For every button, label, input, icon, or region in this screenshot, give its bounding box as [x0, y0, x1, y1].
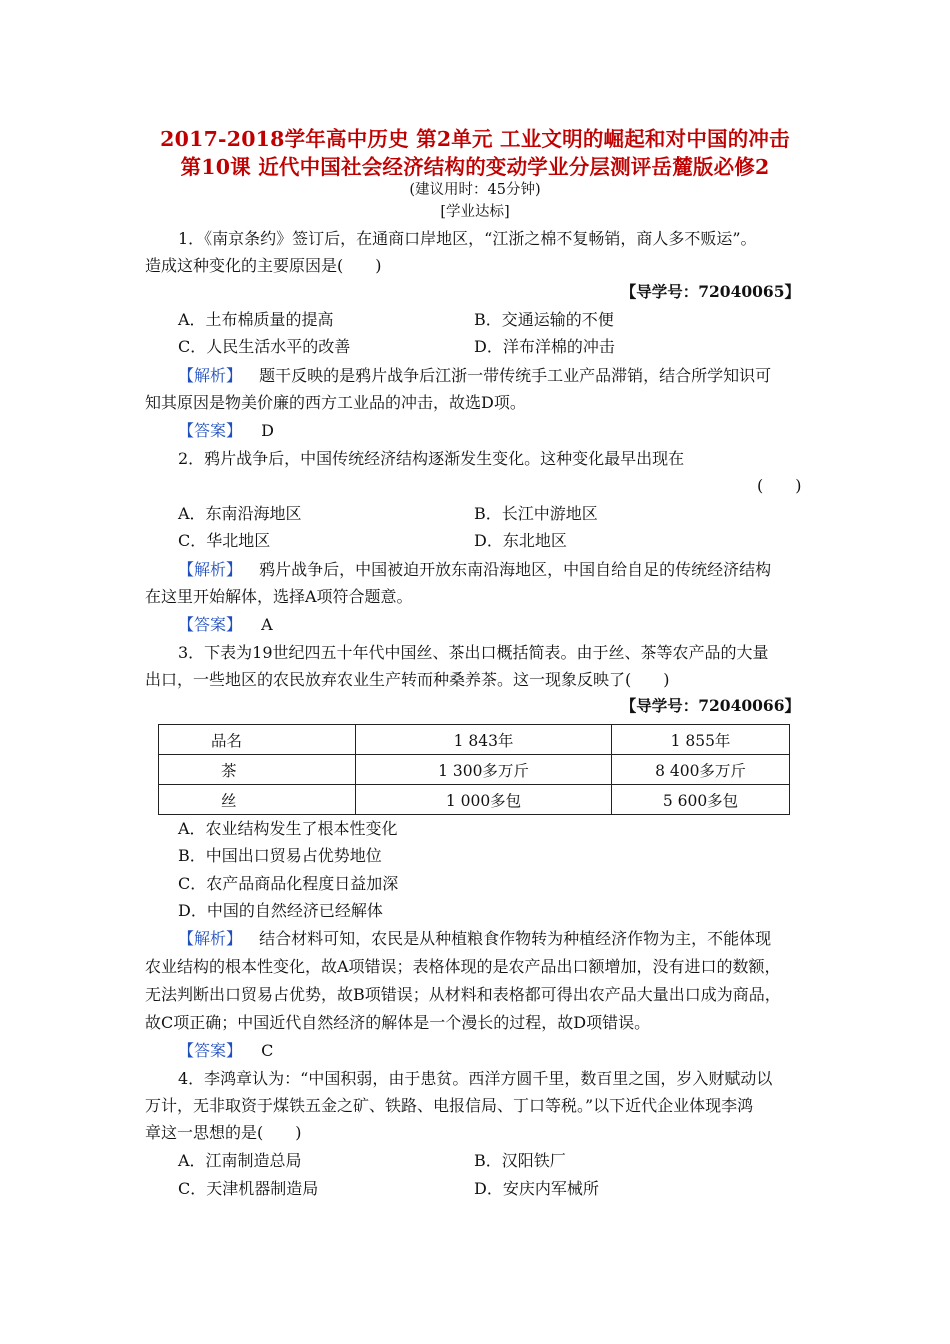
table-header-row — [159, 725, 790, 755]
q3-option-d: D．中国的自然经济已经解体 — [178, 901, 383, 920]
q1-answer: D — [261, 421, 274, 440]
table-cell: 茶 — [159, 755, 356, 785]
q1-analysis-line-2: 知其原因是物美价廉的西方工业品的冲击，故选D项。 — [145, 393, 526, 412]
analysis-label: 【解析】 — [178, 560, 243, 579]
q1-stem-line-2: 造成这种变化的主要原因是( ) — [145, 256, 382, 275]
q2-analysis-text: 鸦片战争后，中国被迫开放东南沿海地区，中国自给自足的传统经济结构 — [259, 560, 772, 579]
q1-option-c: C．人民生活水平的改善 — [178, 337, 351, 356]
q4-stem-line-1: 4．李鸿章认为：“中国积弱，由于患贫。西洋方圆千里，数百里之国，岁入财赋动以 — [178, 1069, 773, 1088]
q4-option-c: C．天津机器制造局 — [178, 1179, 319, 1198]
q2-stem-line-1: 2．鸦片战争后，中国传统经济结构逐渐发生变化。这种变化最早出现在 — [178, 449, 685, 468]
doc-title-line-1: 2017-2018学年高中历史 第2单元 工业文明的崛起和对中国的冲击 — [160, 127, 790, 151]
q2-option-c: C．华北地区 — [178, 531, 271, 550]
q3-analysis-line-3: 无法判断出口贸易占优势，故B项错误；从材料和表格都可得出农产品大量出口成为商品， — [145, 985, 781, 1004]
table-row — [159, 755, 790, 785]
q4-option-b: B．汉阳铁厂 — [474, 1151, 566, 1170]
q3-analysis-line-4: 故C项正确；中国近代自然经济的解体是一个漫长的过程，故D项错误。 — [145, 1013, 651, 1032]
q1-guide-number: 【导学号：72040065】 — [620, 282, 800, 301]
q2-answer: A — [261, 615, 273, 634]
table-cell: 1 300多万斤 — [356, 755, 612, 785]
table-row — [159, 785, 790, 815]
q1-stem-line-1: 1．《南京条约》签订后，在通商口岸地区，“江浙之棉不复畅销，商人多不贩运”。 — [178, 229, 757, 248]
doc-title-line-2: 第10课 近代中国社会经济结构的变动学业分层测评岳麓版必修2 — [180, 155, 770, 179]
q3-analysis-line-1 — [178, 926, 771, 949]
analysis-label: 【解析】 — [178, 929, 243, 948]
q3-answer: C — [261, 1041, 274, 1060]
q2-answer-line — [178, 612, 273, 635]
analysis-label: 【解析】 — [178, 366, 243, 385]
export-table — [158, 724, 790, 815]
table-cell: 8 400多万斤 — [612, 755, 790, 785]
q3-option-c: C．农产品商品化程度日益加深 — [178, 874, 399, 893]
q3-analysis-line-2: 农业结构的根本性变化，故A项错误；表格体现的是农产品出口额增加，没有进口的数额， — [145, 957, 781, 976]
q3-stem-line-2: 出口，一些地区的农民放弃农业生产转而种桑养茶。这一现象反映了( ) — [145, 670, 670, 689]
table-header-cell: 1 855年 — [612, 725, 790, 755]
q2-analysis-line-1 — [178, 557, 771, 580]
q3-option-b: B．中国出口贸易占优势地位 — [178, 846, 382, 865]
q3-guide-number: 【导学号：72040066】 — [620, 696, 800, 715]
q1-analysis-line-1 — [178, 363, 771, 386]
q2-analysis-line-2: 在这里开始解体，选择A项符合题意。 — [145, 587, 413, 606]
table-cell: 丝 — [159, 785, 356, 815]
q1-option-b: B．交通运输的不便 — [474, 310, 614, 329]
q4-stem-line-3: 章这一思想的是( ) — [145, 1123, 302, 1142]
q3-answer-line — [178, 1038, 273, 1061]
q2-option-a: A．东南沿海地区 — [178, 504, 302, 523]
q2-option-d: D．东北地区 — [474, 531, 567, 550]
q3-analysis-text: 结合材料可知，农民是从种植粮食作物转为种植经济作物为主，不能体现 — [259, 929, 772, 948]
q3-option-a: A．农业结构发生了根本性变化 — [178, 819, 398, 838]
q4-option-a: A．江南制造总局 — [178, 1151, 302, 1170]
answer-label: 【答案】 — [178, 615, 243, 634]
q3-stem-line-1: 3．下表为19世纪四五十年代中国丝、茶出口概括简表。由于丝、茶等农产品的大量 — [178, 643, 769, 662]
q1-option-d: D．洋布洋棉的冲击 — [474, 337, 615, 356]
q2-option-b: B．长江中游地区 — [474, 504, 598, 523]
q4-option-d: D．安庆内军械所 — [474, 1179, 599, 1198]
q1-answer-line — [178, 418, 274, 441]
suggested-time: (建议用时：45分钟) — [409, 182, 541, 198]
answer-label: 【答案】 — [178, 421, 243, 440]
answer-label: 【答案】 — [178, 1041, 243, 1060]
q1-option-a: A．土布棉质量的提高 — [178, 310, 334, 329]
table-header-cell: 品名 — [159, 725, 356, 755]
q4-stem-line-2: 万计，无非取资于煤铁五金之矿、铁路、电报信局、丁口等税。”以下近代企业体现李鸿 — [145, 1096, 754, 1115]
table-header-cell: 1 843年 — [356, 725, 612, 755]
section-heading: [学业达标] — [440, 204, 510, 220]
q2-answer-parentheses: ( ) — [757, 476, 802, 495]
table-cell: 1 000多包 — [356, 785, 612, 815]
table-cell: 5 600多包 — [612, 785, 790, 815]
q1-analysis-text: 题干反映的是鸦片战争后江浙一带传统手工业产品滞销，结合所学知识可 — [259, 366, 772, 385]
